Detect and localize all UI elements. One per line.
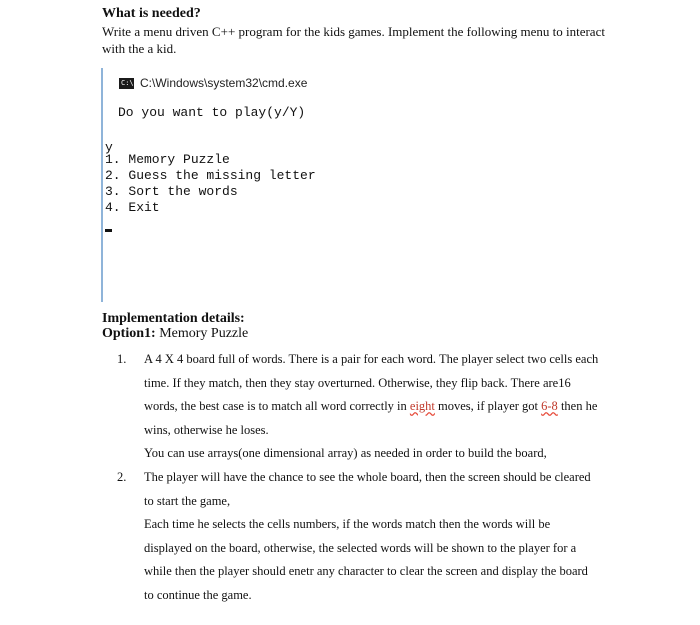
option-label: Option1: — [102, 326, 156, 341]
intro-text: Write a menu driven C++ program for the kids games. Implement the following menu to interact with the a kid. — [102, 24, 605, 56]
step-text-part: then he wins, otherwise he loses. — [144, 399, 598, 437]
implementation-title: Implementation details: — [102, 311, 245, 326]
step-2-note: Each time he selects the cells numbers, if the words match then the words will be displayed on the board, otherwise, the selected words will be shown to the player for a while then the player should enetr any character to clear the screen and display the board to continue the game. — [144, 517, 588, 602]
option-name: Memory Puzzle — [159, 326, 249, 341]
console-title-bar — [119, 76, 307, 90]
step-2 — [117, 466, 599, 513]
step-number: 2. — [117, 469, 127, 484]
cmd-icon — [119, 78, 134, 89]
steps-list — [117, 348, 599, 608]
step-text-part: moves, if player got — [434, 399, 542, 414]
step-text-part: A 4 X 4 board full of words. There is a pair for each word. The player select two cells each time. If they match, then they stay overturned. Otherwise, they flip back. There are16 words, the best case is to match all word correctly in — [144, 352, 599, 414]
console-screenshot — [101, 68, 461, 302]
step-number: 1. — [117, 352, 127, 366]
menu-item-memory-puzzle: 1. Memory Puzzle — [105, 152, 230, 167]
menu-item-sort-words: 3. Sort the words — [105, 184, 238, 199]
console-cursor — [105, 229, 112, 232]
step-text: The player will have the chance to see the whole board, then the screen should be cleared to start the game, — [144, 469, 591, 508]
step-1 — [117, 348, 599, 442]
console-window-title: C:\Windows\system32\cmd.exe — [140, 76, 308, 90]
console-menu — [105, 152, 316, 216]
console-answer: y — [105, 140, 113, 155]
console-prompt: Do you want to play(y/Y) — [118, 105, 306, 120]
step-text — [144, 348, 599, 442]
option-line — [102, 326, 248, 342]
step-1-note: You can use arrays(one dimensional array) as needed in order to build the board, — [144, 446, 547, 461]
menu-item-exit: 4. Exit — [105, 200, 160, 215]
console-border — [101, 68, 103, 302]
heading: What is needed? — [102, 6, 201, 21]
menu-item-guess-letter: 2. Guess the missing letter — [105, 168, 316, 183]
spellcheck-flag: eight — [409, 399, 435, 414]
spellcheck-flag: 6-8 — [541, 399, 558, 414]
